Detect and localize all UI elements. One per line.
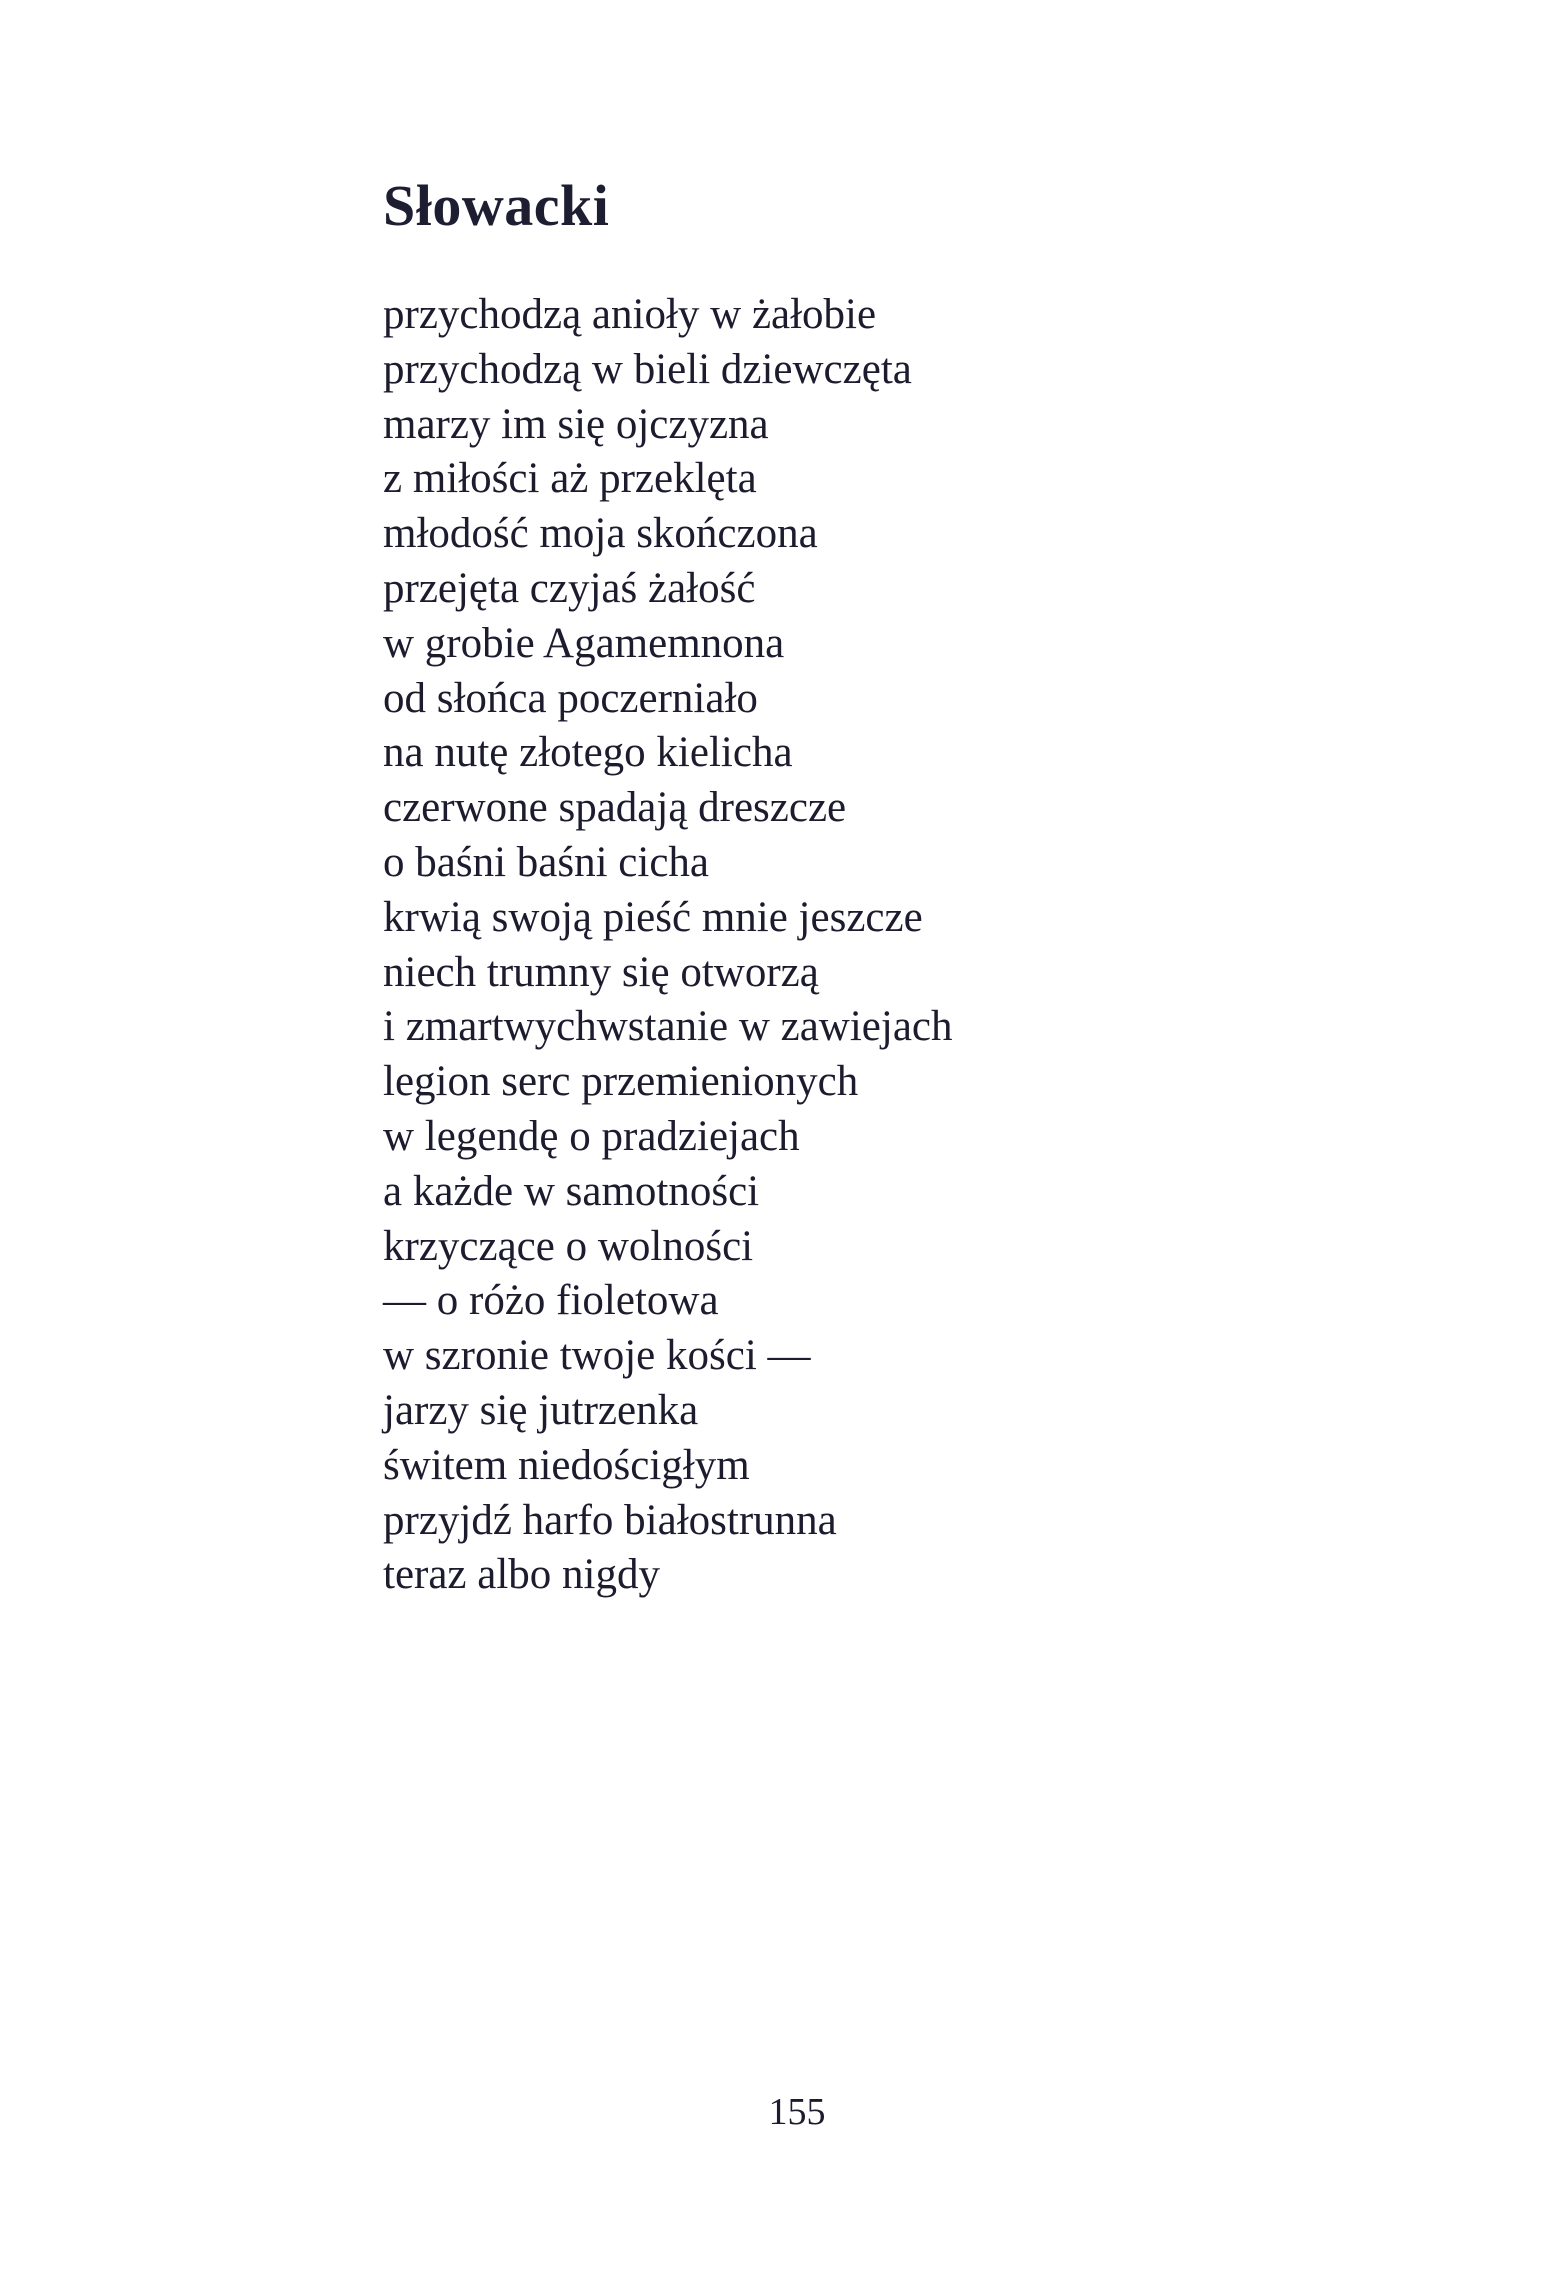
poem-line: o baśni baśni cicha bbox=[383, 838, 709, 886]
poem-line: jarzy się jutrzenka bbox=[383, 1386, 699, 1434]
poem-line: krzyczące o wolności bbox=[383, 1222, 754, 1270]
poem-line: — o różo fioletowa bbox=[383, 1277, 719, 1325]
poem-title: Słowacki bbox=[383, 173, 610, 238]
poem-line: z miłości aż przeklęta bbox=[383, 455, 757, 503]
poem-line: krwią swoją pieść mnie jeszcze bbox=[383, 893, 923, 941]
poem-line: czerwone spadają dreszcze bbox=[383, 784, 847, 832]
poem-line: teraz albo nigdy bbox=[383, 1551, 661, 1599]
poem-line: legion serc przemienionych bbox=[383, 1058, 859, 1106]
poem-line: przejęta czyjaś żałość bbox=[383, 564, 756, 612]
poem-line: świtem niedościgłym bbox=[383, 1441, 750, 1489]
poem-line: młodość moja skończona bbox=[383, 510, 818, 558]
poem-line: od słońca poczerniało bbox=[383, 674, 758, 722]
poem-body bbox=[383, 288, 953, 1603]
poem-line: i zmartwychwstanie w zawiejach bbox=[383, 1003, 953, 1051]
poem-line: marzy im się ojczyzna bbox=[383, 400, 769, 448]
poem-line: a każde w samotności bbox=[383, 1167, 760, 1215]
poem-line: w legendę o pradziejach bbox=[383, 1112, 800, 1160]
poem-line: na nutę złotego kielicha bbox=[383, 729, 793, 777]
poem-line: w grobie Agamemnona bbox=[383, 619, 785, 667]
poem-line: przychodzą anioły w żałobie bbox=[383, 291, 877, 338]
poem-line: przyjdź harfo białostrunna bbox=[383, 1496, 837, 1544]
poem-line: w szronie twoje kości — bbox=[383, 1332, 811, 1380]
page-number: 155 bbox=[768, 2091, 826, 2133]
poem-line: przychodzą w bieli dziewczęta bbox=[383, 345, 912, 393]
poem-line: niech trumny się otworzą bbox=[383, 948, 819, 996]
